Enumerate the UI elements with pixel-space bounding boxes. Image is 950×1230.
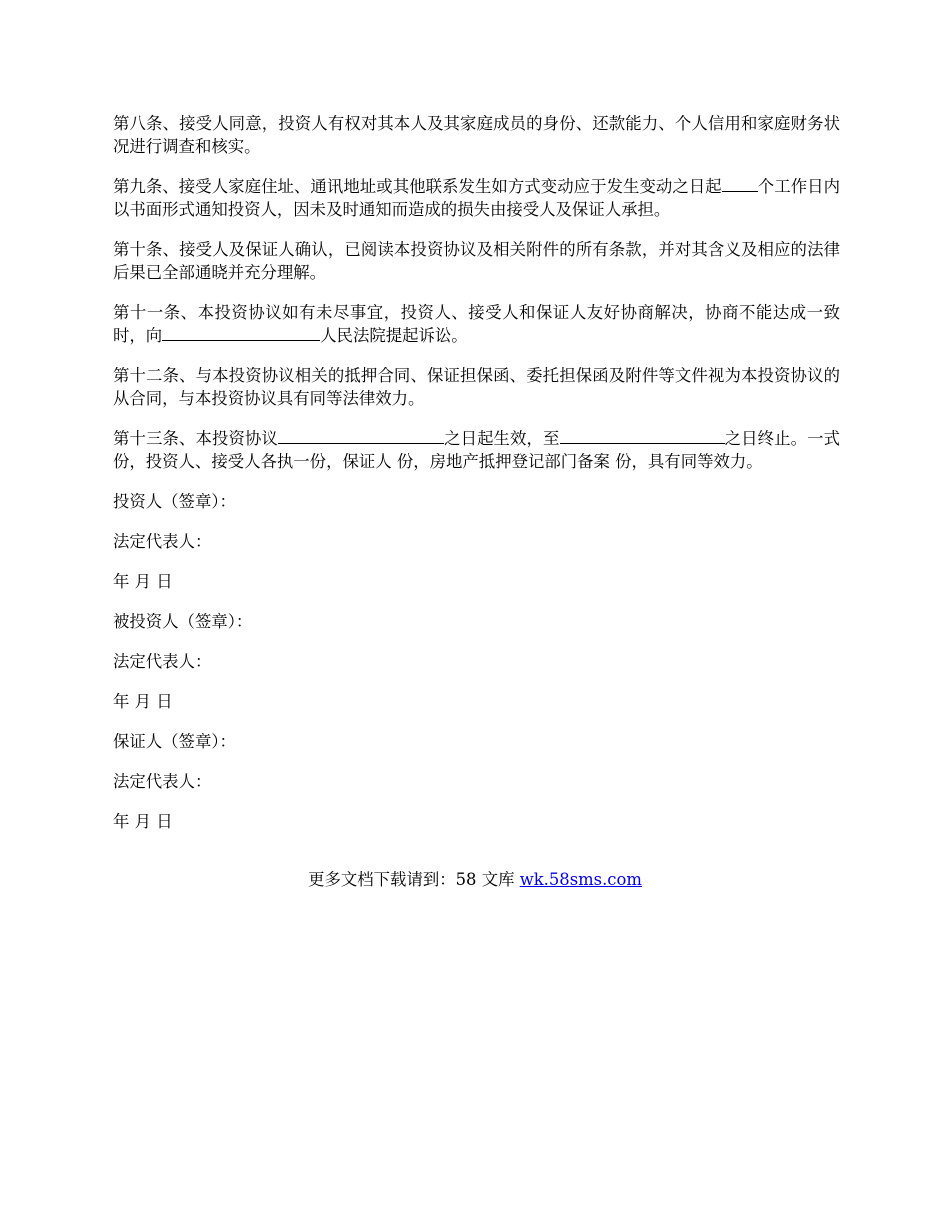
clause-8-text: 第八条、接受人同意，投资人有权对其本人及其家庭成员的身份、还款能力、个人信用和家庭财务状况进行调查和核实。 xyxy=(113,114,840,156)
clause-10-text: 第十条、接受人及保证人确认，已阅读本投资协议及相关附件的所有条款，并对其含义及相应的法律后果已全部通晓并充分理解。 xyxy=(113,240,840,282)
document-body xyxy=(113,112,840,850)
investor-signature-label: 投资人（签章）： xyxy=(113,492,236,511)
clause-12-text: 第十二条、与本投资协议相关的抵押合同、保证担保函、委托担保函及附件等文件视为本投资协议的从合同，与本投资协议具有同等法律效力。 xyxy=(113,366,840,408)
investee-date-label: 年 月 日 xyxy=(113,692,173,711)
clause-11 xyxy=(113,301,840,347)
investor-representative-label: 法定代表人： xyxy=(113,532,212,551)
clause-11-blank-court xyxy=(162,324,320,341)
download-footer xyxy=(0,868,950,891)
guarantor-date-label: 年 月 日 xyxy=(113,812,173,831)
clause-9-blank-days xyxy=(722,175,758,192)
clause-13-text-part1: 第十三条、本投资协议 xyxy=(113,429,278,448)
clause-11-text-after: 人民法院提起诉讼。 xyxy=(320,326,468,345)
investee-signature-label: 被投资人（签章）： xyxy=(113,612,253,631)
clause-9 xyxy=(113,175,840,221)
clause-10 xyxy=(113,238,840,284)
guarantor-signature-label: 保证人（签章）： xyxy=(113,732,236,751)
clause-13-blank-end xyxy=(560,427,725,444)
clause-13-text-part3: 之日终止。一式 份，投资人、接受人各执一份，保证人 份，房地产抵押登记部门备案 份，具有同等效力。 xyxy=(113,429,841,471)
footer-link[interactable]: wk.58sms.com xyxy=(519,870,642,889)
clause-8 xyxy=(113,112,840,158)
guarantor-representative-label: 法定代表人： xyxy=(113,772,212,791)
clause-9-text-before: 第九条、接受人家庭住址、通讯地址或其他联系发生如方式变动应于发生变动之日起 xyxy=(113,177,722,196)
footer-text: 更多文档下载请到：58 文库 xyxy=(308,870,520,889)
clause-13-blank-start xyxy=(278,427,444,444)
clause-12 xyxy=(113,364,840,410)
investee-representative-label: 法定代表人： xyxy=(113,652,212,671)
clause-13-text-part2: 之日起生效，至 xyxy=(443,429,560,448)
clause-13 xyxy=(113,427,840,473)
clause-11-text-before: 第十一条、本投资协议如有未尽事宜，投资人、接受人和保证人友好协商解决，协商不能达成一致时，向 xyxy=(113,303,840,345)
investor-date-label: 年 月 日 xyxy=(113,572,173,591)
clause-9-text-after: 个工作日内以书面形式通知投资人，因未及时通知而造成的损失由接受人及保证人承担。 xyxy=(113,177,841,219)
